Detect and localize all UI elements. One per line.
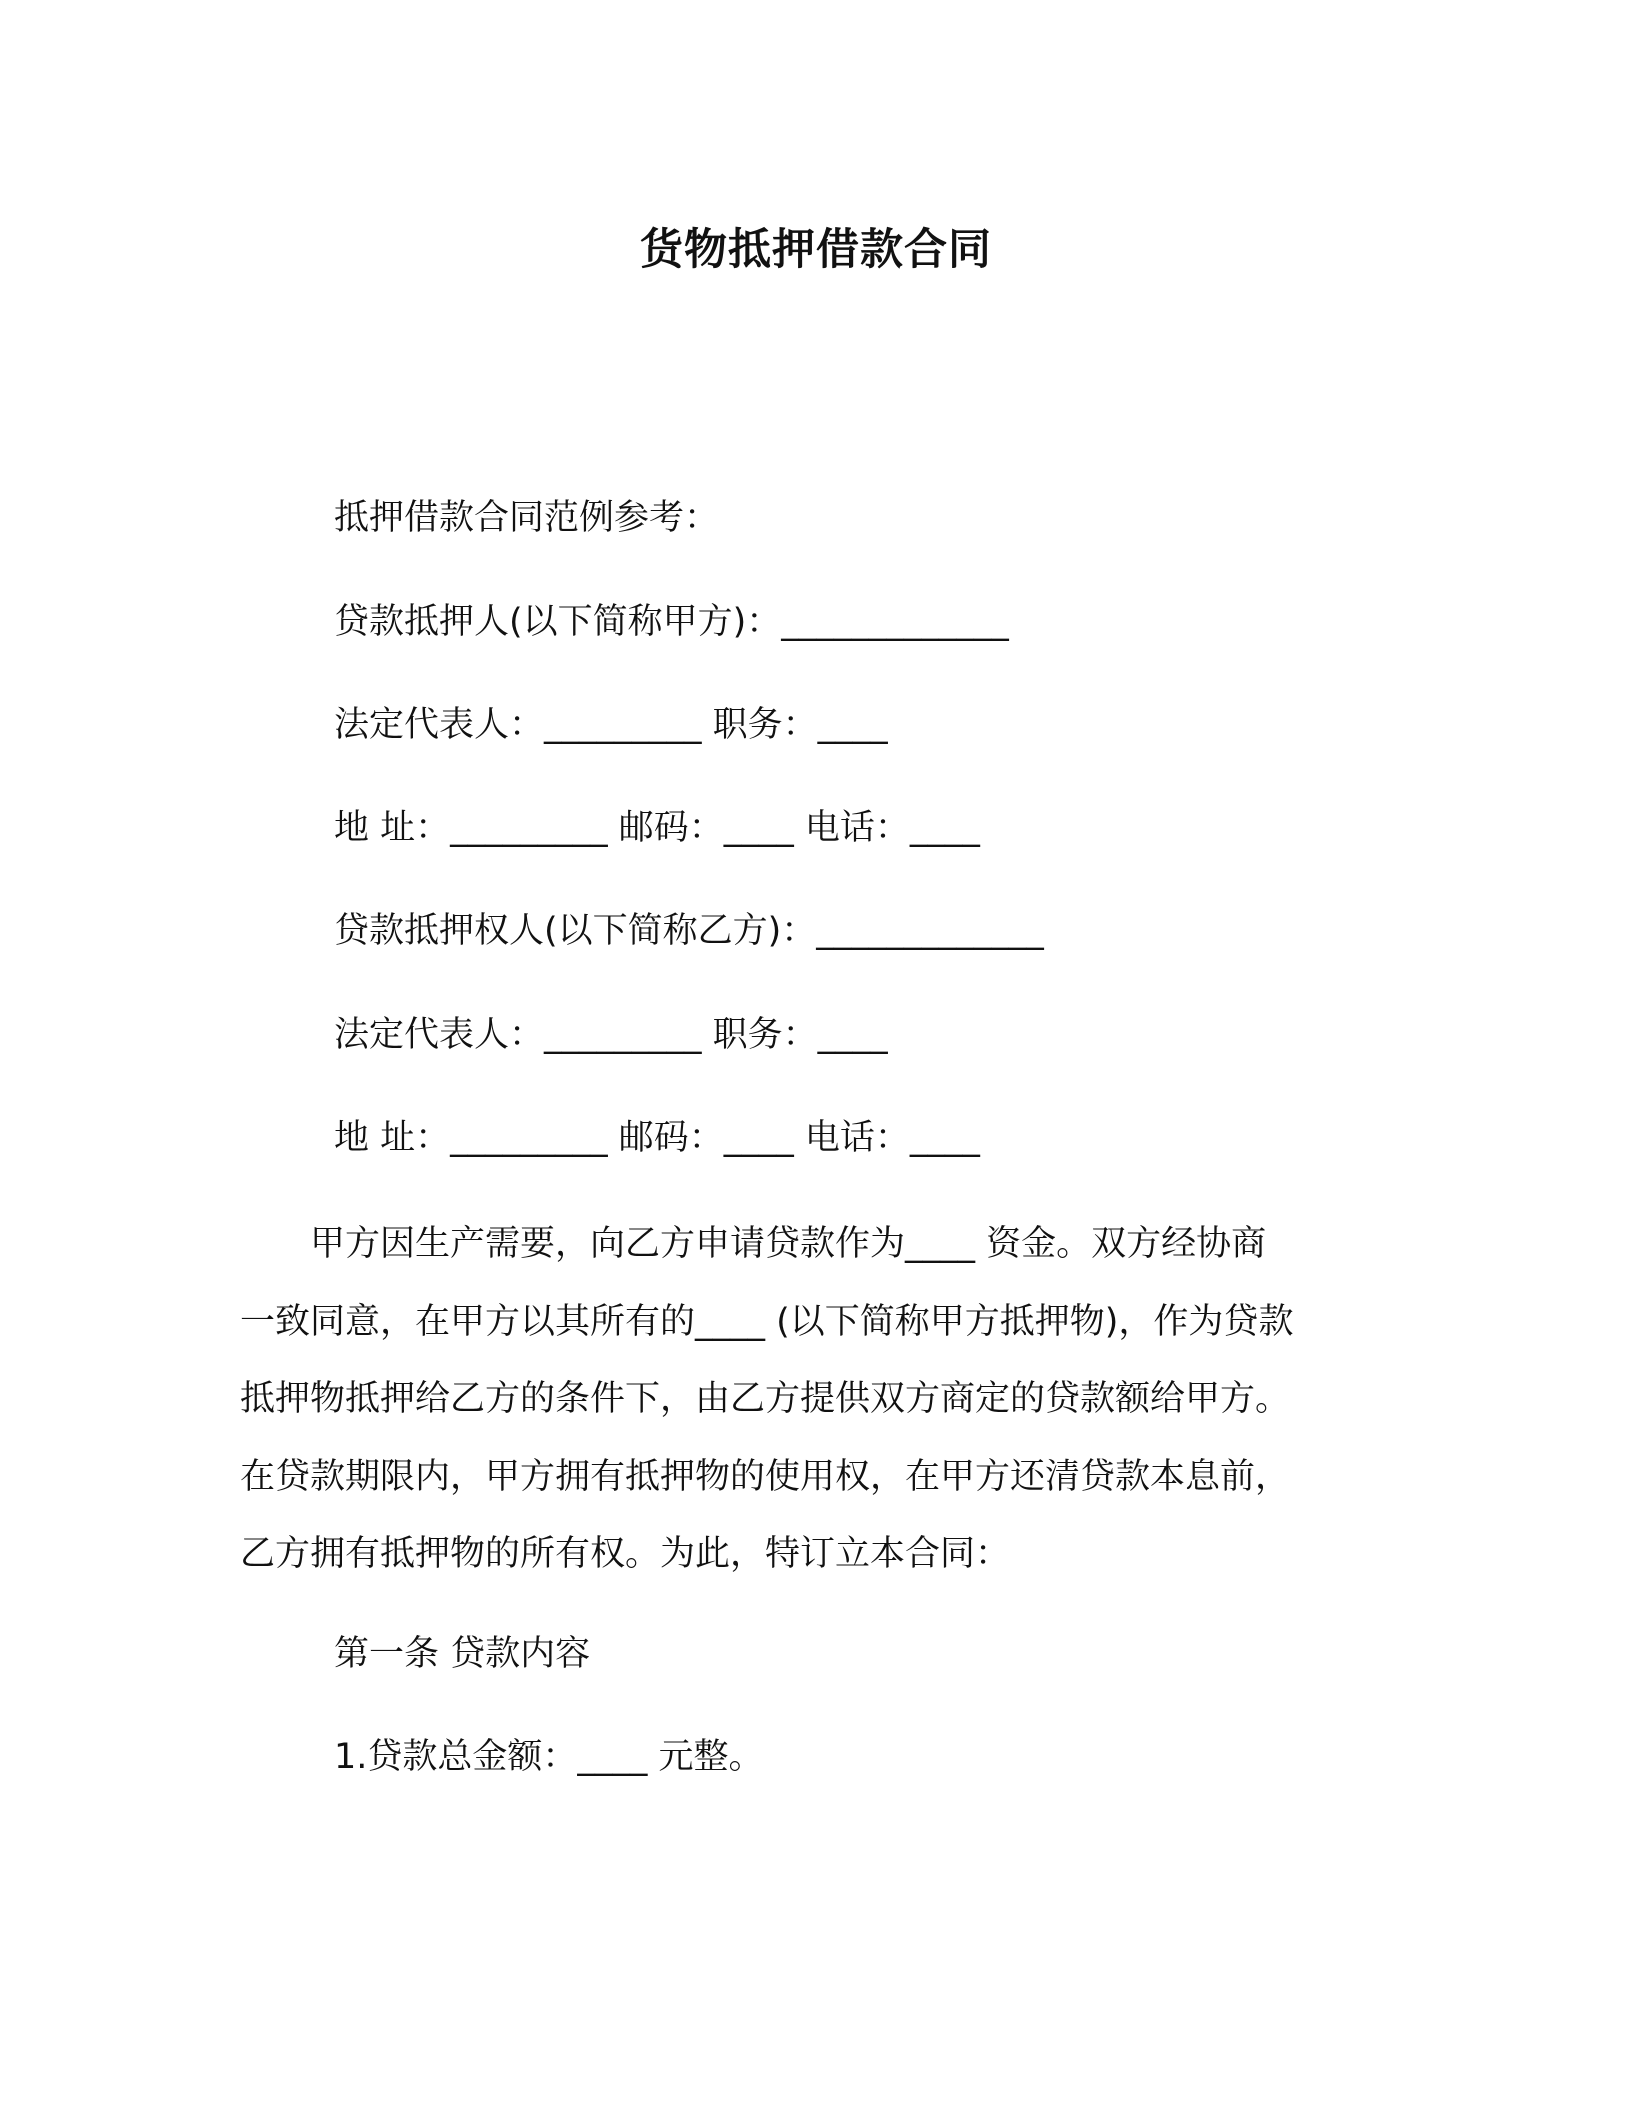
preamble-line: 甲方因生产需要，向乙方申请贷款作为____ 资金。双方经协商 — [240, 1224, 1267, 1264]
party-b-representative-line: 法定代表人：_________ 职务：____ — [334, 1015, 888, 1055]
preamble-line: 抵押物抵押给乙方的条件下，由乙方提供双方商定的贷款额给甲方。 — [240, 1379, 1291, 1419]
preamble-line: 在贷款期限内，甲方拥有抵押物的使用权，在甲方还清贷款本息前， — [240, 1457, 1291, 1497]
article-1-item-1: 1.贷款总金额：____ 元整。 — [334, 1737, 764, 1777]
intro-line: 抵押借款合同范例参考： — [334, 498, 720, 538]
party-a-representative-line: 法定代表人：_________ 职务：____ — [334, 705, 888, 745]
party-b-name-line: 贷款抵押权人(以下简称乙方)：_____________ — [334, 911, 1044, 951]
preamble-line: 一致同意，在甲方以其所有的____ (以下简称甲方抵押物)，作为贷款 — [240, 1302, 1294, 1342]
party-b-address-line: 地 址：_________ 邮码：____ 电话：____ — [334, 1118, 980, 1158]
party-a-address-line: 地 址：_________ 邮码：____ 电话：____ — [334, 808, 980, 848]
document-title: 货物抵押借款合同 — [640, 225, 992, 275]
article-1-heading: 第一条 贷款内容 — [334, 1634, 591, 1674]
preamble-line: 乙方拥有抵押物的所有权。为此，特订立本合同： — [240, 1534, 1011, 1574]
party-a-name-line: 贷款抵押人(以下简称甲方)：_____________ — [334, 602, 1009, 642]
